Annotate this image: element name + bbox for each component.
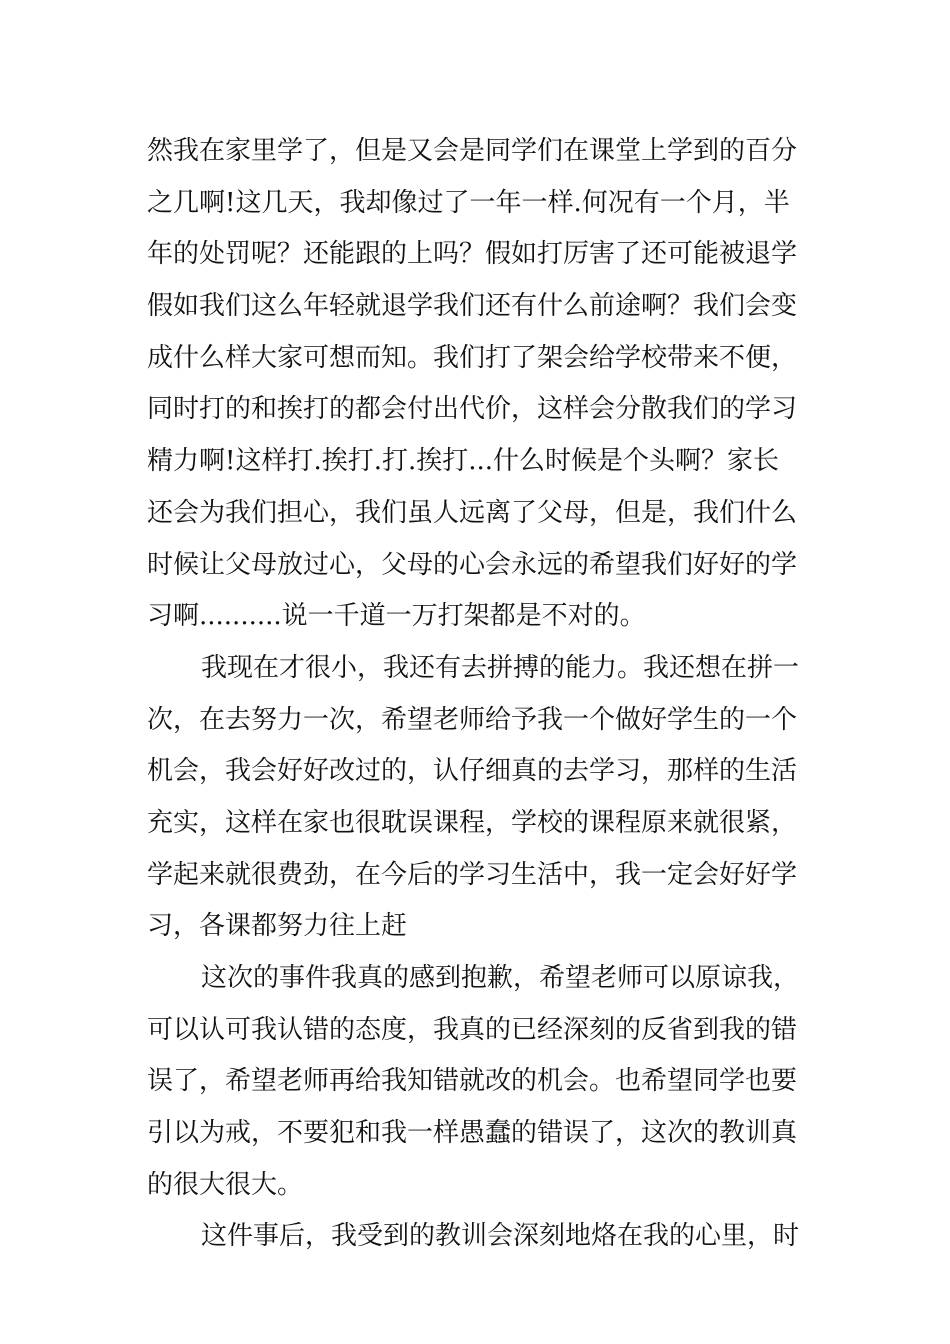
text-line: 精力啊!这样打.挨打.打.挨打...什么时候是个头啊？家长 <box>147 446 780 477</box>
text-line: 引以为戒，不要犯和我一样愚蠢的错误了，这次的教训真 <box>147 1118 798 1149</box>
text-line: 次，在去努力一次，希望老师给予我一个做好学生的一个 <box>147 704 798 735</box>
paragraph-first-line: 这次的事件我真的感到抱歉，希望老师可以原谅我， <box>201 963 800 993</box>
text-line: 误了，希望老师再给我知错就改的机会。也希望同学也要 <box>147 1066 798 1097</box>
text-line: 习啊..........说一千道一万打架都是不对的。 <box>147 601 646 632</box>
body-text <box>147 126 817 1263</box>
text-line: 习，各课都努力往上赶 <box>147 911 408 942</box>
text-line: 成什么样大家可想而知。我们打了架会给学校带来不便， <box>147 342 798 373</box>
text-line: 然我在家里学了，但是又会是同学们在课堂上学到的百分 <box>147 136 798 166</box>
text-line: 的很大很大。 <box>147 1169 304 1200</box>
paragraph-first-line: 这件事后，我受到的教训会深刻地烙在我的心里，时 <box>201 1221 800 1252</box>
text-line: 还会为我们担心，我们虽人远离了父母，但是，我们什么 <box>147 497 798 528</box>
text-line: 假如我们这么年轻就退学我们还有什么前途啊？我们会变 <box>147 291 798 322</box>
text-line: 年的处罚呢？还能跟的上吗？假如打厉害了还可能被退学 <box>147 239 798 270</box>
text-line: 可以认可我认错的态度，我真的已经深刻的反省到我的错 <box>147 1014 798 1045</box>
text-line: 学起来就很费劲，在今后的学习生活中，我一定会好好学 <box>147 859 798 890</box>
text-line: 充实，这样在家也很耽误课程，学校的课程原来就很紧， <box>147 807 798 838</box>
text-line: 时候让父母放过心，父母的心会永远的希望我们好好的学 <box>147 549 798 580</box>
text-line: 之几啊!这几天，我却像过了一年一样.何况有一个月，半 <box>147 187 790 218</box>
text-line: 同时打的和挨打的都会付出代价，这样会分散我们的学习 <box>147 394 798 425</box>
paragraph-first-line: 我现在才很小，我还有去拼搏的能力。我还想在拼一 <box>201 652 800 683</box>
text-line: 机会，我会好好改过的，认仔细真的去学习，那样的生活 <box>147 756 798 787</box>
